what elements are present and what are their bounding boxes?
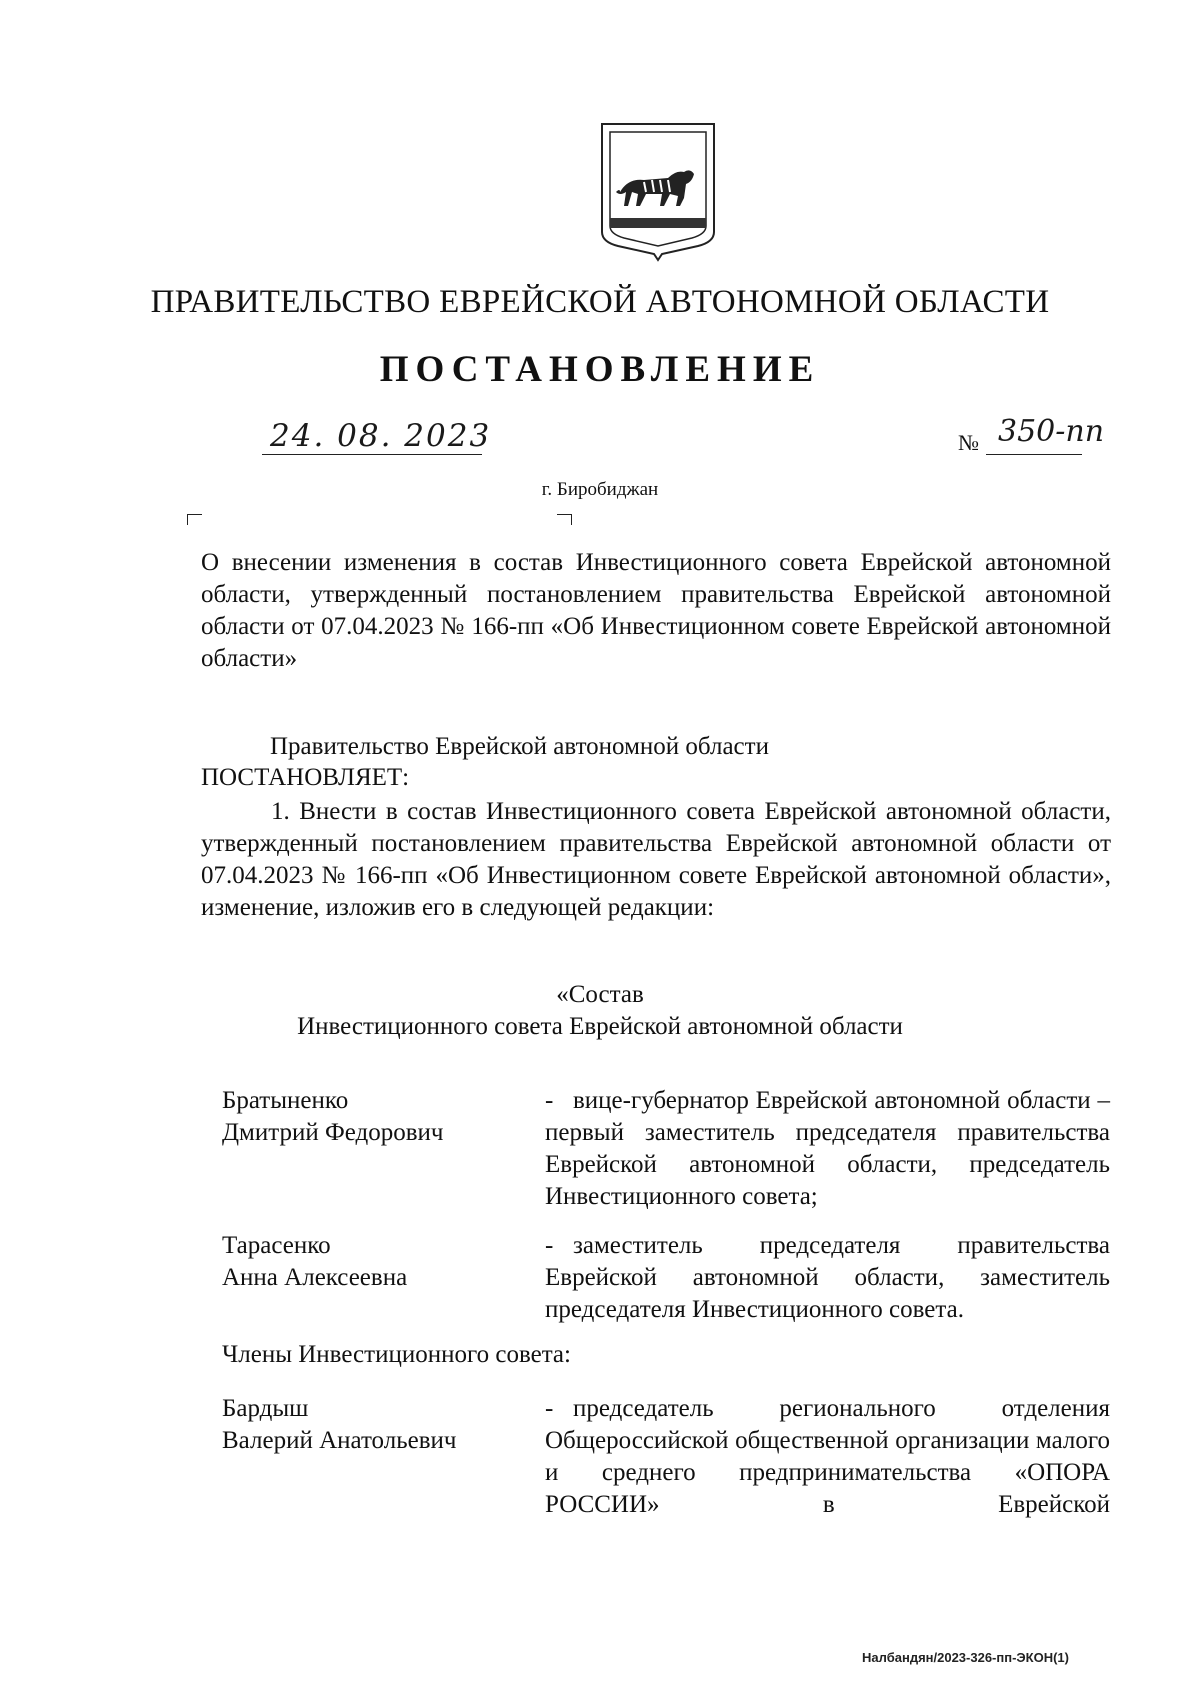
member-surname: Братыненко: [222, 1087, 349, 1114]
composition-heading-2: Инвестиционного совета Еврейской автономной области: [297, 1013, 903, 1040]
member-name: [222, 1393, 522, 1457]
intro-line-1: Правительство Еврейской автономной области: [270, 733, 769, 760]
title-corner-left: [187, 514, 202, 525]
member-role: [545, 1393, 1110, 1521]
member-name: [222, 1230, 522, 1294]
intro-line-2: ПОСТАНОВЛЯЕТ:: [201, 764, 410, 791]
document-date: 24. 08. 2023: [270, 418, 492, 454]
footer-code: Налбандян/2023-326-пп-ЭКОН(1): [862, 1650, 1069, 1665]
date-underline: [262, 454, 482, 455]
member-role-text: заместитель председателя правительства Еврейской автономной области, заместитель председателя Инвестиционного совета.: [545, 1232, 1110, 1323]
composition-heading-1: «Состав: [556, 981, 644, 1008]
member-role-text: председатель регионального отделения Общероссийской общественной организации малого и среднего предпринимательства «ОПОРА РОССИИ» в Еврейской: [545, 1395, 1110, 1518]
item-1: 1. Внести в состав Инвестиционного совета Еврейской автономной области, утвержденный постановлением правительства Еврейской автономной области от 07.04.2023 № 166-пп «Об Инвестиционном совете Еврейской автономной области», изменение, изложив его в следующей редакции:: [201, 798, 1111, 921]
member-role: [545, 1085, 1110, 1213]
member-name: [222, 1085, 522, 1149]
document-title: О внесении изменения в состав Инвестиционного совета Еврейской автономной области, утвержденный постановлением правительства Еврейской автономной области от 07.04.2023 № 166-пп «Об Инвестиционном совете Еврейской автономной области»: [201, 549, 1111, 672]
role-dash: -: [545, 1395, 554, 1422]
number-underline: [986, 454, 1082, 455]
member-given-name: Анна Алексеевна: [222, 1264, 408, 1291]
document-number: 350-пп: [998, 414, 1105, 449]
member-given-name: Дмитрий Федорович: [222, 1119, 444, 1146]
city: г. Биробиджан: [541, 479, 659, 500]
role-dash: -: [545, 1232, 554, 1259]
document-type: ПОСТАНОВЛЕНИЕ: [379, 349, 821, 390]
role-dash: -: [545, 1087, 554, 1114]
number-label: №: [958, 430, 979, 455]
member-surname: Бардыш: [222, 1395, 309, 1422]
title-corner-right: [557, 514, 572, 525]
members-heading: Члены Инвестиционного совета:: [222, 1341, 571, 1368]
member-role-text: вице-губернатор Еврейской автономной области – первый заместитель председателя правительства Еврейской автономной области, председатель Инвестиционного совета;: [545, 1087, 1110, 1210]
member-surname: Тарасенко: [222, 1232, 331, 1259]
member-role: [545, 1230, 1110, 1326]
government-name: ПРАВИТЕЛЬСТВО ЕВРЕЙСКОЙ АВТОНОМНОЙ ОБЛАСТИ: [150, 284, 1050, 320]
member-given-name: Валерий Анатольевич: [222, 1427, 457, 1454]
coat-of-arms-tiger-icon: [598, 122, 718, 262]
